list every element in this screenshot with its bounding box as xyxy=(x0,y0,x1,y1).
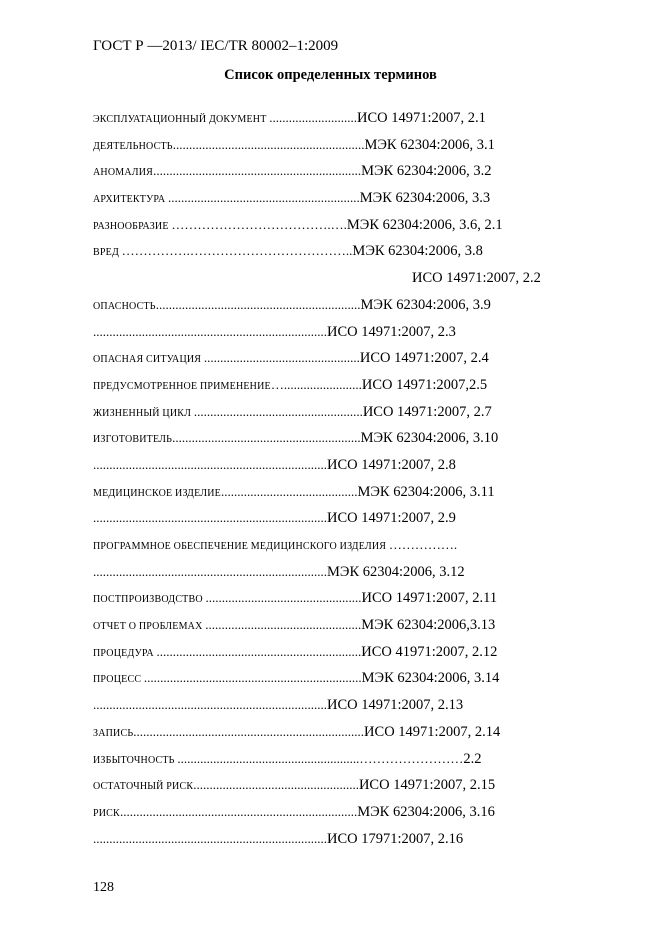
dot-leader: ................................................................ xyxy=(153,163,362,179)
term-reference: ИСО 14971:2007, 2.8 xyxy=(327,456,456,473)
term-entry xyxy=(93,295,593,322)
term-reference: ИСО 14971:2007, 2.15 xyxy=(358,777,496,794)
term-entry xyxy=(93,135,593,162)
term-label: АРХИТЕКТУРА xyxy=(93,194,168,206)
document-header: ГОСТ Р —2013/ IEC/TR 80002–1:2009 xyxy=(93,38,339,54)
term-reference: МЭК 62304:2006, 3.16 xyxy=(357,803,495,820)
term-reference: ИСО 14971:2007, 2.14 xyxy=(364,723,501,740)
page-number: 128 xyxy=(93,880,114,895)
term-entry xyxy=(93,215,593,242)
term-entry xyxy=(93,615,593,642)
term-entry xyxy=(93,482,593,509)
term-entry xyxy=(93,642,593,669)
dot-leader: ........................................................................ xyxy=(93,510,327,526)
term-reference: МЭК 62304:2006, 3.8 xyxy=(352,243,483,260)
term-label: ВРЕД xyxy=(93,247,122,259)
term-entry xyxy=(93,322,593,349)
term-entry xyxy=(93,508,593,535)
dot-leader: ................................................... xyxy=(193,777,359,793)
dot-leader: ............................................................... xyxy=(156,643,362,659)
dot-leader: ......................................................................... xyxy=(119,803,358,819)
term-entry xyxy=(93,535,593,562)
dot-leader: …………….……………………………….. xyxy=(121,243,353,259)
term-entry xyxy=(93,775,593,802)
term-label: ОПАСНАЯ СИТУАЦИЯ xyxy=(93,354,204,366)
term-entry xyxy=(93,695,593,722)
term-reference: ИСО 14971:2007, 2.11 xyxy=(361,590,498,607)
term-entry xyxy=(93,668,593,695)
dot-leader: ........................................................................ xyxy=(93,323,327,339)
term-entry xyxy=(93,562,593,589)
term-entry xyxy=(93,455,593,482)
term-entry xyxy=(93,161,593,188)
term-label: ПРОЦЕДУРА xyxy=(93,647,157,659)
dot-leader: ................................................ xyxy=(205,590,362,606)
term-entry xyxy=(93,588,593,615)
term-label: ПРОЦЕСС xyxy=(93,674,144,686)
term-entry xyxy=(93,268,593,295)
term-reference: ИСО 17971:2007, 2.16 xyxy=(327,830,464,847)
term-reference: МЭК 62304:2006, 3.14 xyxy=(361,670,500,687)
dot-leader: ........................................................…………………… xyxy=(177,750,464,766)
term-entry xyxy=(93,402,593,429)
term-label: ЗАПИСЬ xyxy=(93,727,134,739)
dot-leader: ....................................................................... xyxy=(133,723,365,739)
term-reference: ИСО 14971:2007, 2.4 xyxy=(359,350,489,367)
term-entry xyxy=(93,241,593,268)
term-label: ОТЧЕТ О ПРОБЛЕМАХ xyxy=(93,621,206,633)
dot-leader: …........................ xyxy=(270,376,362,392)
term-label: ДЕЯТЕЛЬНОСТЬ xyxy=(93,140,173,152)
term-label: ЭКСПЛУАТАЦИОННЫЙ ДОКУМЕНТ xyxy=(93,114,270,125)
term-entry xyxy=(93,749,593,776)
dot-leader: ............................................................... xyxy=(155,296,361,312)
dot-leader: ........................................................................ xyxy=(93,456,327,472)
term-entry xyxy=(93,722,593,749)
dot-leader: .................................................... xyxy=(193,403,363,419)
term-reference: МЭК 62304:2006, 3.11 xyxy=(357,483,495,500)
term-reference: 2.2 xyxy=(463,750,482,767)
term-label: ЖИЗНЕННЫЙ ЦИКЛ xyxy=(93,407,194,419)
term-reference: МЭК 62304:2006, 3.2 xyxy=(361,163,492,180)
dot-leader: ................................................ xyxy=(205,617,362,633)
term-reference: МЭК 62304:2006,3.13 xyxy=(361,617,496,634)
term-reference: ИСО 14971:2007, 2.1 xyxy=(356,110,486,126)
dot-leader: ........................................................................ xyxy=(93,830,327,846)
term-entry xyxy=(93,829,593,856)
term-reference: ИСО 14971:2007, 2.13 xyxy=(327,697,464,714)
dot-leader: .......................................... xyxy=(220,483,358,499)
term-label: МЕДИЦИНСКОЕ ИЗДЕЛИЕ xyxy=(93,487,221,499)
term-reference: ИСО 14971:2007, 2.9 xyxy=(327,510,456,527)
dot-leader: ................................................................... xyxy=(143,670,362,686)
dot-leader: ……………. xyxy=(388,537,458,552)
term-label: ОПАСНОСТЬ xyxy=(93,300,156,312)
dot-leader: ........................................................... xyxy=(168,190,360,206)
term-reference: МЭК 62304:2006, 3.3 xyxy=(359,190,491,207)
term-label: АНОМАЛИЯ xyxy=(93,167,154,179)
term-label: ИЗГОТОВИТЕЛЬ xyxy=(93,434,173,446)
term-entry xyxy=(93,428,593,455)
terms-list xyxy=(93,108,593,855)
term-label: ОСТАТОЧНЫЙ РИСК xyxy=(93,781,194,793)
term-reference: МЭК 62304:2006, 3.1 xyxy=(364,136,495,153)
term-entry xyxy=(93,108,593,135)
dot-leader: ........................................................................ xyxy=(93,563,327,579)
dot-leader: ……………………………….…. xyxy=(171,216,347,232)
term-label: РАЗНООБРАЗИЕ xyxy=(93,220,172,232)
dot-leader: ................................................ xyxy=(203,350,360,366)
dot-leader: .......................................................... xyxy=(172,430,361,446)
dot-leader: ........................................................................ xyxy=(93,697,327,713)
term-reference: МЭК 62304:2006, 3.9 xyxy=(360,296,491,313)
term-reference: ИСО 14971:2007, 2.3 xyxy=(327,323,456,340)
dot-leader: ........................................................... xyxy=(172,136,365,152)
term-reference: МЭК 62304:2006, 3.12 xyxy=(327,563,465,580)
dot-leader: ........................... xyxy=(269,110,357,125)
term-entry xyxy=(93,348,593,375)
term-label: ПРЕДУСМОТРЕННОЕ ПРИМЕНЕНИЕ xyxy=(93,380,271,392)
term-reference: ИСО 14971:2007, 2.7 xyxy=(362,403,492,420)
term-reference: ИСО 14971:2007, 2.2 xyxy=(412,270,541,287)
term-reference: ИСО 14971:2007,2.5 xyxy=(361,376,488,393)
term-reference: МЭК 62304:2006, 3.10 xyxy=(360,430,499,447)
term-label: ПРОГРАММНОЕ ОБЕСПЕЧЕНИЕ МЕДИЦИНСКОГО ИЗДЕЛИЯ xyxy=(93,541,389,552)
page-title: Список определенных терминов xyxy=(224,67,437,83)
term-label: ИЗБЫТОЧНОСТЬ xyxy=(93,754,178,766)
term-label: РИСК xyxy=(93,807,120,819)
term-entry xyxy=(93,375,593,402)
term-label: ПОСТПРОИЗВОДСТВО xyxy=(93,594,206,606)
term-reference: МЭК 62304:2006, 3.6, 2.1 xyxy=(346,216,503,233)
term-entry xyxy=(93,802,593,829)
term-entry xyxy=(93,188,593,215)
term-reference: ИСО 41971:2007, 2.12 xyxy=(361,643,498,660)
